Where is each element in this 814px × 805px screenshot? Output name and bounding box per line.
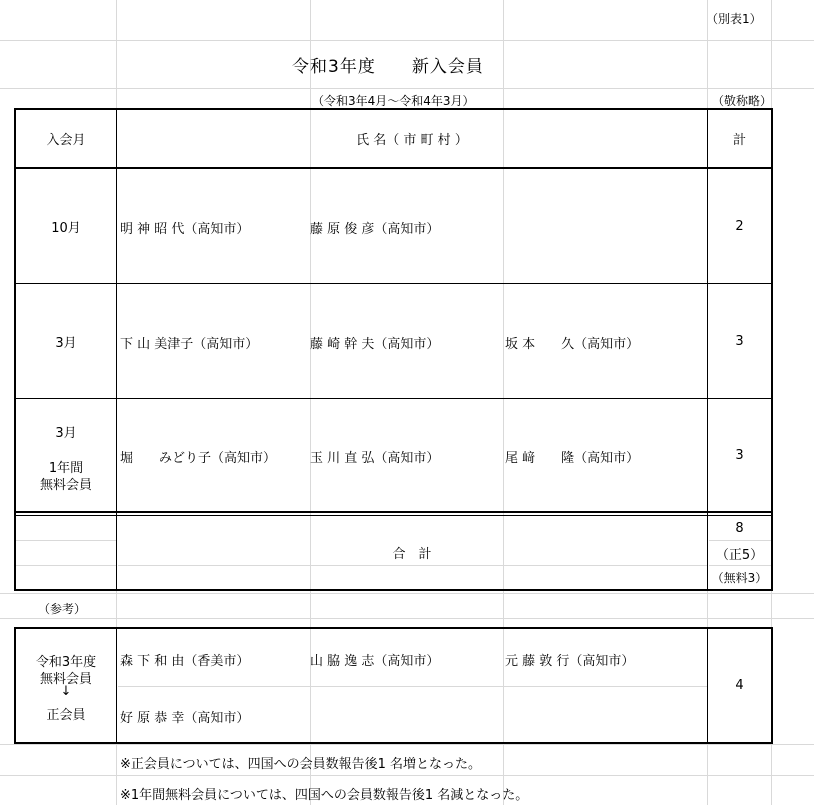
reference-count: 4: [735, 678, 744, 693]
total-count: 8: [735, 520, 744, 536]
member-name: 坂 本 久（高知市）: [505, 337, 640, 352]
row-divider: [14, 283, 773, 284]
row-divider: [14, 398, 773, 399]
honorific-note: （敬称略）: [712, 94, 773, 108]
beppyo-label: （別表1）: [706, 12, 762, 26]
footnote: ※正会員については、四国への会員数報告後1 名増となった。: [120, 757, 482, 772]
total-subrow-line: [16, 540, 116, 541]
row-month-line: 無料会員: [39, 478, 92, 493]
reference-row-line: [118, 686, 707, 687]
header-total: 計: [732, 133, 746, 148]
reference-arrow: ↓: [60, 684, 72, 699]
member-name: 下 山 美津子（高知市）: [120, 337, 259, 352]
member-name: 堀 みどり子（高知市）: [120, 451, 277, 466]
member-name: 元 藤 敦 行（高知市）: [505, 654, 635, 669]
row-count: 3: [735, 333, 744, 349]
grid-row-line: [0, 40, 814, 41]
grid-row-line: [0, 744, 814, 745]
grid-row-line: [0, 618, 814, 619]
row-month-line: 1年間: [48, 461, 84, 476]
row-month-line: 3月: [55, 426, 77, 441]
row-month: 3月: [55, 335, 77, 351]
grid-row-line: [0, 775, 814, 776]
header-divider: [14, 167, 773, 169]
header-month: 入会月: [46, 133, 86, 148]
total-divider: [14, 511, 773, 513]
grid-row-line: [0, 593, 814, 594]
total-label: 合 計: [392, 547, 432, 562]
row-month: 10月: [51, 220, 81, 236]
column-divider: [116, 627, 117, 744]
member-name: 玉 川 直 弘（高知市）: [310, 451, 440, 466]
member-name: 森 下 和 由（香美市）: [120, 654, 250, 669]
reference-category-line: 正会員: [46, 708, 86, 723]
member-name: 尾 﨑 隆（高知市）: [505, 451, 640, 466]
footnote: ※1年間無料会員については、四国への会員数報告後1 名減となった。: [120, 788, 529, 803]
period-label: （令和3年4月～令和4年3月）: [312, 94, 475, 108]
row-count: 2: [735, 218, 744, 234]
member-name: 藤 崎 幹 夫（高知市）: [310, 337, 440, 352]
total-subrow-line: [16, 565, 116, 566]
member-name: 好 原 恭 幸（高知市）: [120, 711, 250, 726]
header-names: 氏 名（ 市 町 村 ）: [356, 133, 468, 148]
reference-label: （参考）: [38, 602, 87, 616]
member-name: 明 神 昭 代（高知市）: [120, 222, 250, 237]
member-name: 山 脇 逸 志（高知市）: [310, 654, 440, 669]
reference-category-line: 令和3年度: [35, 655, 97, 670]
row-count: 3: [735, 447, 744, 463]
reference-category-line: 無料会員: [39, 672, 92, 687]
total-free: （無料3）: [711, 571, 768, 585]
page-title: 令和3年度 新入会員: [292, 57, 484, 77]
total-regular: （正5）: [715, 547, 764, 563]
grid-row-line: [0, 88, 814, 89]
member-name: 藤 原 俊 彦（高知市）: [310, 222, 440, 237]
